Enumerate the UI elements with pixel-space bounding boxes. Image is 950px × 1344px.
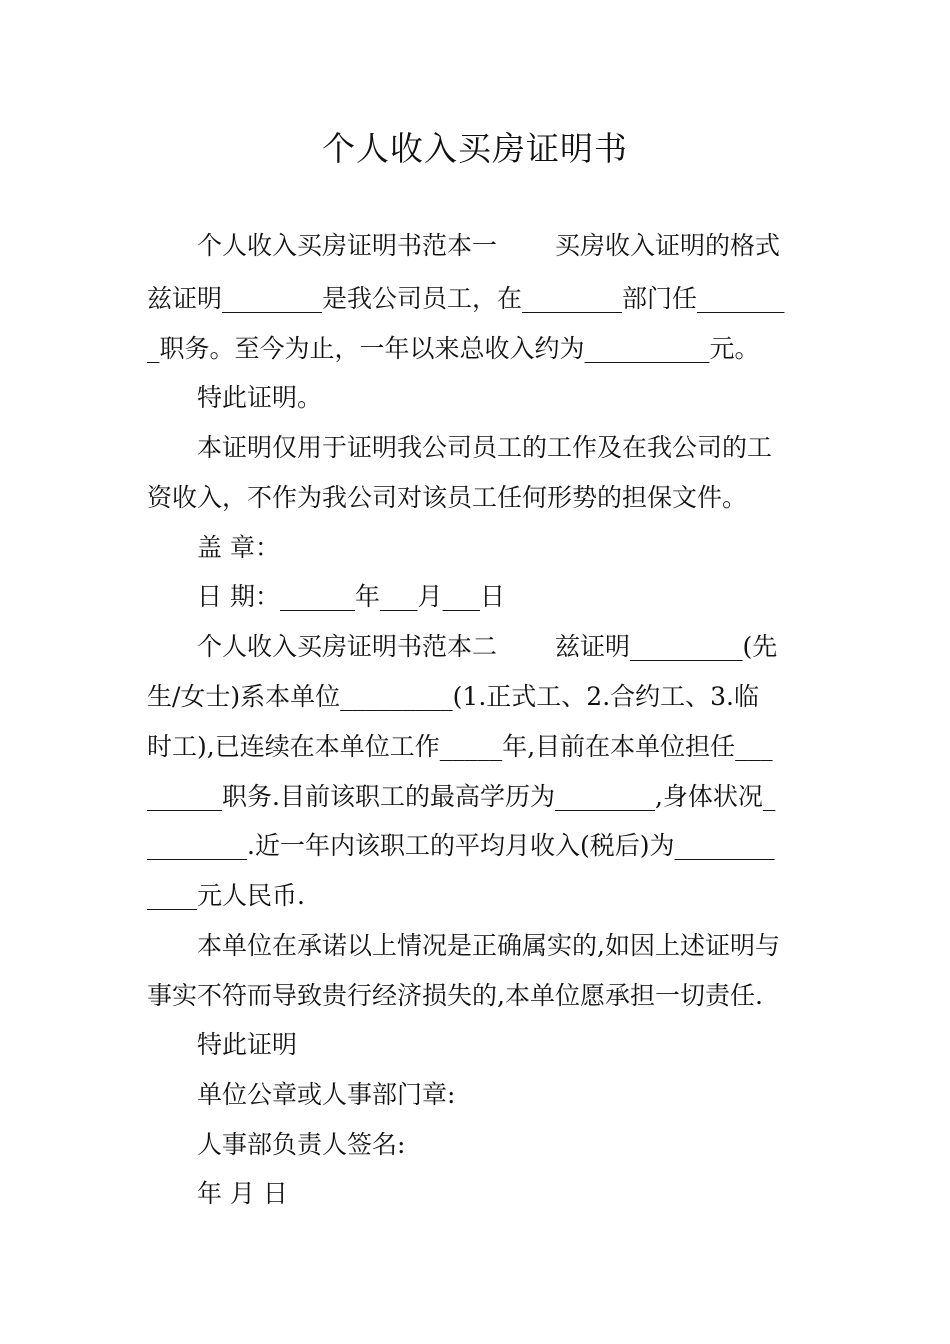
document-title: 个人收入买房证明书	[322, 129, 628, 168]
paragraph-line: 本单位在承诺以上情况是正确属实的,如因上述证明与	[197, 931, 780, 960]
paragraph-line: 本证明仅用于证明我公司员工的工作及在我公司的工	[197, 433, 773, 462]
paragraph-line: 资收入，不作为我公司对该员工任何形势的担保文件。	[147, 483, 748, 512]
paragraph-line: 日 期：______年___月___日	[197, 582, 505, 611]
paragraph-line: 单位公章或人事部门章:	[197, 1080, 456, 1109]
paragraph-line: _职务。至今为止，一年以来总收入约为__________元。	[147, 334, 760, 363]
paragraph-line: 个人收入买房证明书范本二 兹证明_________(先	[197, 632, 778, 661]
paragraph-line: 特此证明。	[197, 383, 323, 412]
paragraph-line: 特此证明	[197, 1030, 298, 1059]
paragraph-line: 盖 章：	[197, 533, 280, 562]
paragraph-line: 事实不符而导致贵行经济损失的,本单位愿承担一切责任.	[147, 981, 763, 1010]
paragraph-line: 个人收入买房证明书范本一 买房收入证明的格式	[197, 231, 780, 260]
paragraph-line: 兹证明________是我公司员工，在________部门任_______	[147, 284, 785, 313]
paragraph-line: ____元人民币.	[147, 881, 305, 910]
paragraph-line: 人事部负责人签名:	[197, 1130, 406, 1159]
paragraph-line: 时工),已连续在本单位工作_____年,目前在本单位担任___	[147, 732, 773, 761]
paragraph-line: ________.近一年内该职工的平均月收入(税后)为________	[147, 831, 775, 860]
paragraph-line: 年 月 日	[197, 1179, 288, 1208]
paragraph-line: ______职务.目前该职工的最高学历为________,身体状况_	[147, 782, 776, 811]
paragraph-line: 生/女士)系本单位_________(1.正式工、2.合约工、3.临	[147, 682, 759, 711]
